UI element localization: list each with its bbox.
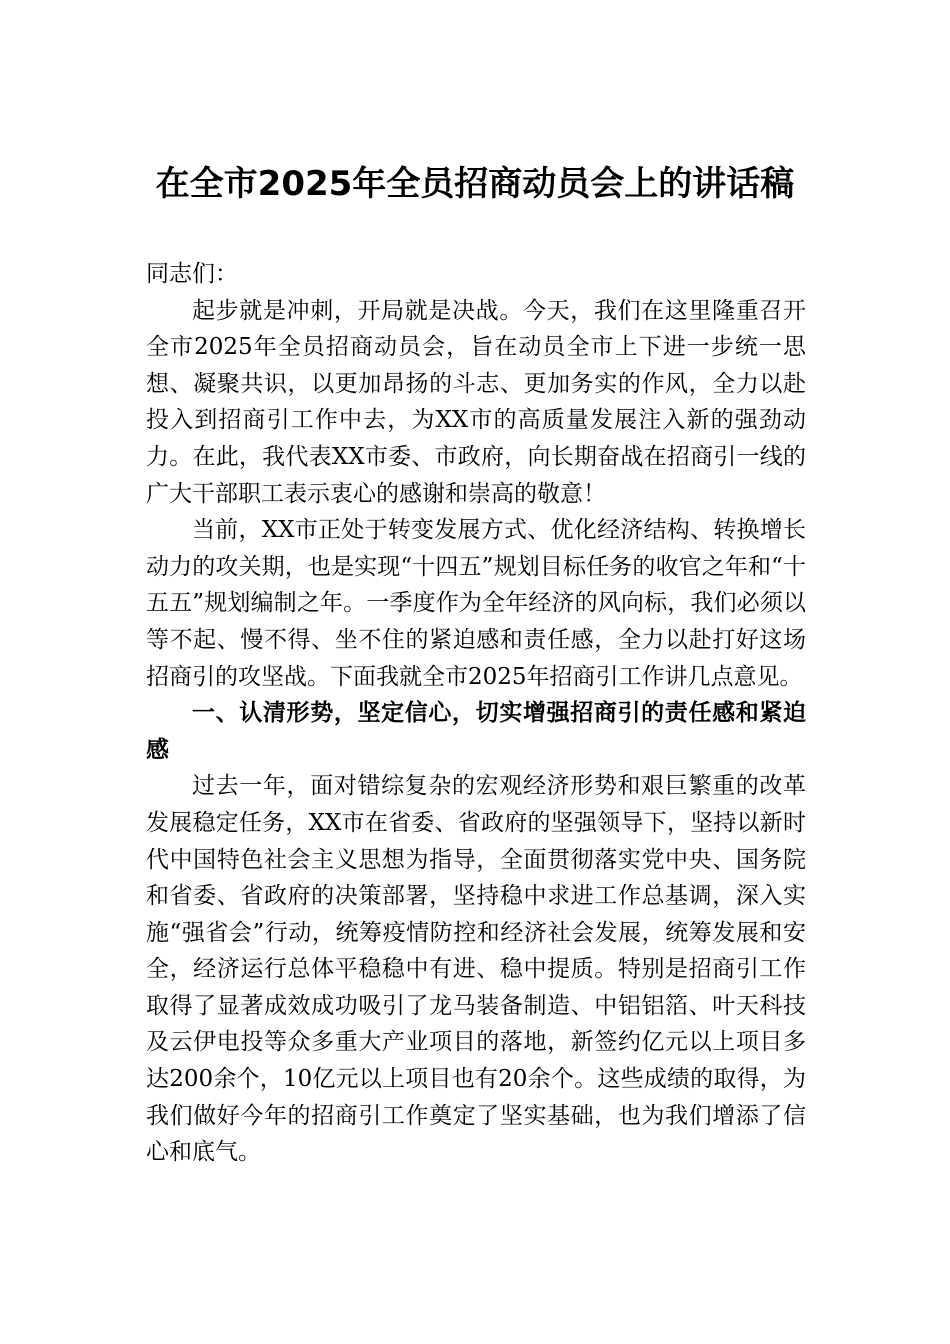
- paragraph-current-situation: 当前，XX市正处于转变发展方式、优化经济结构、转换增长动力的攻关期，也是实现“十四五”规划目标任务的收官之年和“十五五”规划编制之年。一季度作为全年经济的风向标，我们必须以等不起、慢不得、坐不住的紧迫感和责任感，全力以赴打好这场招商引的攻坚战。下面我就全市2025年招商引工作讲几点意见。: [146, 517, 806, 690]
- document-title: 在全市2025年全员招商动员会上的讲话稿: [155, 164, 795, 204]
- paragraph-opening: 起步就是冲刺，开局就是决战。今天，我们在这里隆重召开全市2025年全员招商动员会，旨在动员全市上下进一步统一思想、凝聚共识，以更加昂扬的斗志、更加务实的作风，全力以赴投入到招商引工作中去，为XX市的高质量发展注入新的强劲动力。在此，我代表XX市委、市政府，向长期奋战在招商引一线的广大干部职工表示衷心的感谢和崇高的敬意！: [146, 297, 806, 507]
- salutation: 同志们：: [146, 261, 238, 287]
- section-heading: 一、认清形势，坚定信心，切实增强招商引的责任感和紧迫感: [146, 700, 806, 763]
- document-body: [146, 256, 806, 1171]
- paragraph-past-year: 过去一年，面对错综复杂的宏观经济形势和艰巨繁重的改革发展稳定任务，XX市在省委、省政府的坚强领导下，坚持以新时代中国特色社会主义思想为指导，全面贯彻落实党中央、国务院和省委、省政府的决策部署，坚持稳中求进工作总基调，深入实施“强省会”行动，统筹疫情防控和经济社会发展，统筹发展和安全，经济运行总体平稳稳中有进、稳中提质。特别是招商引工作取得了显著成效成功吸引了龙马装备制造、中铝铝箔、叶天科技及云伊电投等众多重大产业项目的落地，新签约亿元以上项目多达200余个，10亿元以上项目也有20余个。这些成绩的取得，为我们做好今年的招商引工作奠定了坚实基础，也为我们增添了信心和底气。: [146, 773, 806, 1166]
